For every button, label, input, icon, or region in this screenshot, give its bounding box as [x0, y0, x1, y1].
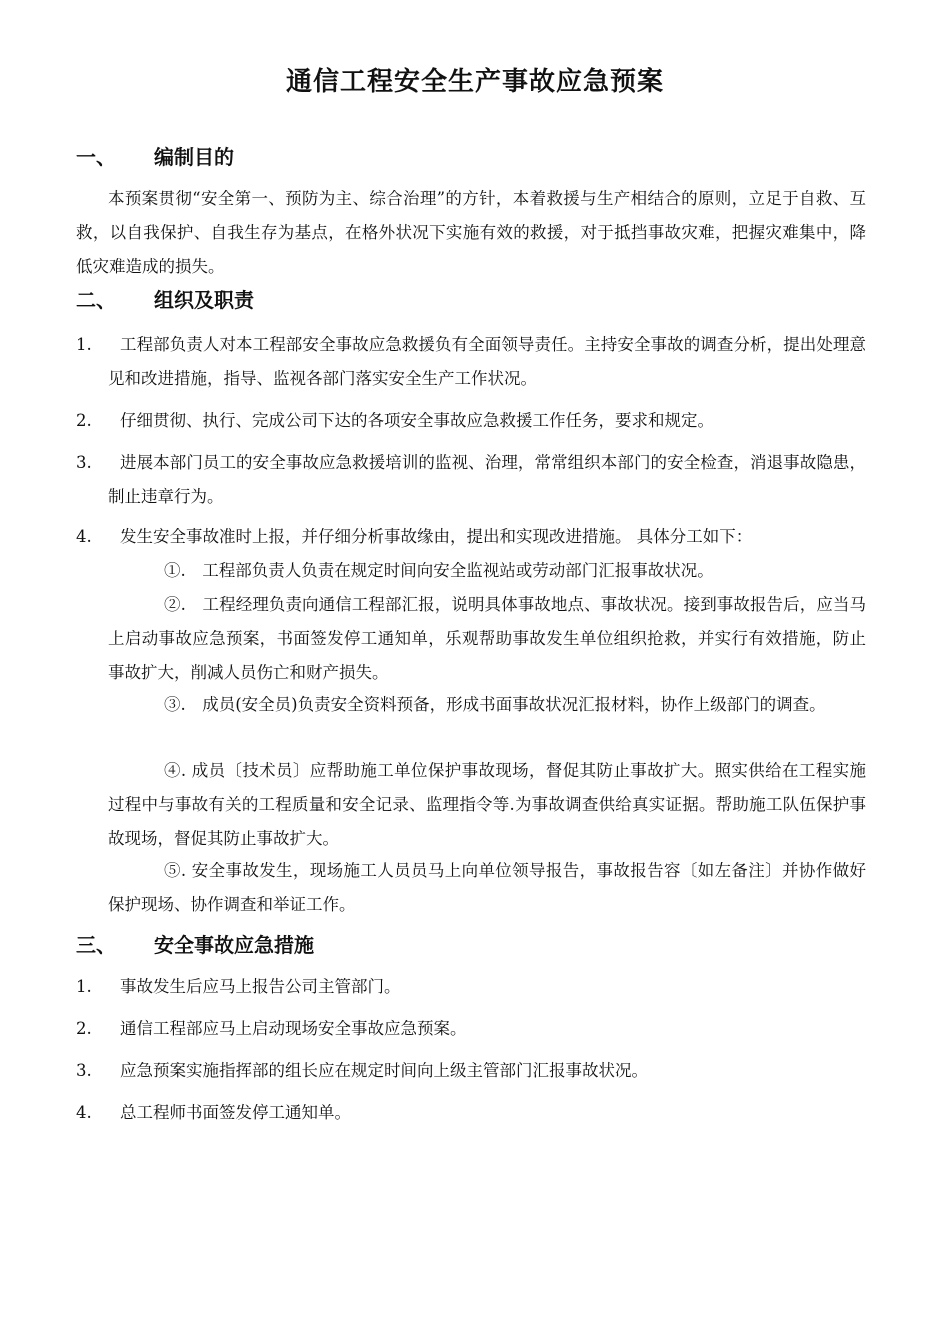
list-item-text: 应急预案实施指挥部的组长应在规定时间向上级主管部门汇报事故状况。 — [120, 1061, 648, 1080]
purpose-paragraph: 本预案贯彻“安全第一、预防为主、综合治理”的方针，本着救援与生产相结合的原则，立足于自救、互救，以自我保护、自我生存为基点，在格外状况下实施有效的救援，对于抵挡事故灾难，把握灾难集中，降低灾难造成的损失。 — [76, 189, 866, 276]
list-item-number: 1. — [76, 335, 92, 354]
list-item-text: 工程部负责人对本工程部安全事故应急救援负有全面领导责任。主持安全事故的调查分析，提出处理意见和改进措施，指导、监视各部门落实安全生产工作状况。 — [108, 335, 866, 388]
list-item-number: 3. — [76, 453, 92, 472]
section-number: 一、 — [76, 145, 116, 169]
sub-item: ③. 成员(安全员)负责安全资料预备，形成书面事故状况汇报材料，协作上级部门的调查。 — [164, 695, 826, 714]
list-item-number: 1. — [76, 977, 92, 996]
list-item-number: 3. — [76, 1061, 92, 1080]
list-item-number: 4. — [76, 527, 92, 546]
list-item-text: 发生安全事故准时上报，并仔细分析事故缘由，提出和实现改进措施。 具体分工如下： — [120, 527, 753, 546]
list-item-number: 4. — [76, 1103, 92, 1122]
list-item — [76, 970, 866, 1004]
list-item — [76, 328, 866, 396]
list-item-text: 进展本部门员工的安全事故应急救援培训的监视、治理，常常组织本部门的安全检查，消退事故隐患，制止违章行为。 — [108, 453, 866, 506]
section-number: 二、 — [76, 288, 116, 312]
list-item — [76, 404, 866, 438]
document-title: 通信工程安全生产事故应急预案 — [285, 67, 664, 97]
list-item-text: 仔细贯彻、执行、完成公司下达的各项安全事故应急救援工作任务，要求和规定。 — [120, 411, 714, 430]
section-heading-purpose — [76, 142, 234, 172]
list-item-text: 通信工程部应马上启动现场安全事故应急预案。 — [120, 1019, 467, 1038]
list-item-text: 事故发生后应马上报告公司主管部门。 — [120, 977, 401, 996]
sub-item: ②. 工程经理负责向通信工程部汇报，说明具体事故地点、事故状况。接到事故报告后，应当马上启动事故应急预案，书面签发停工通知单，乐观帮助事故发生单位组织抢救，并实行有效措施，防止事故扩大，削减人员伤亡和财产损失。 — [108, 595, 866, 682]
section-heading-measures — [76, 930, 314, 960]
sub-item: ④. 成员〔技术员〕应帮助施工单位保护事故现场，督促其防止事故扩大。照实供给在工程实施过程中与事故有关的工程质量和安全记录、监理指令等.为事故调查供给真实证据。帮助施工队伍保护事故现场，督促其防止事故扩大。 — [108, 761, 866, 848]
section-number: 三、 — [76, 933, 116, 957]
list-item-text: 总工程师书面签发停工通知单。 — [120, 1103, 351, 1122]
list-item-number: 2. — [76, 1019, 92, 1038]
list-item — [76, 1054, 866, 1088]
sub-item: ⑤. 安全事故发生，现场施工人员员马上向单位领导报告，事故报告容〔如左备注〕并协作做好保护现场、协作调查和举证工作。 — [108, 861, 866, 914]
section-title: 编制目的 — [154, 145, 234, 169]
list-item — [76, 1096, 866, 1130]
section-heading-organization — [76, 285, 254, 315]
list-item-number: 2. — [76, 411, 92, 430]
section-title: 安全事故应急措施 — [154, 933, 314, 957]
list-item — [76, 1012, 866, 1046]
list-item — [76, 520, 866, 554]
sub-item: ①. 工程部负责人负责在规定时间向安全监视站或劳动部门汇报事故状况。 — [164, 561, 714, 580]
section-title: 组织及职责 — [154, 288, 254, 312]
list-item — [76, 446, 866, 514]
